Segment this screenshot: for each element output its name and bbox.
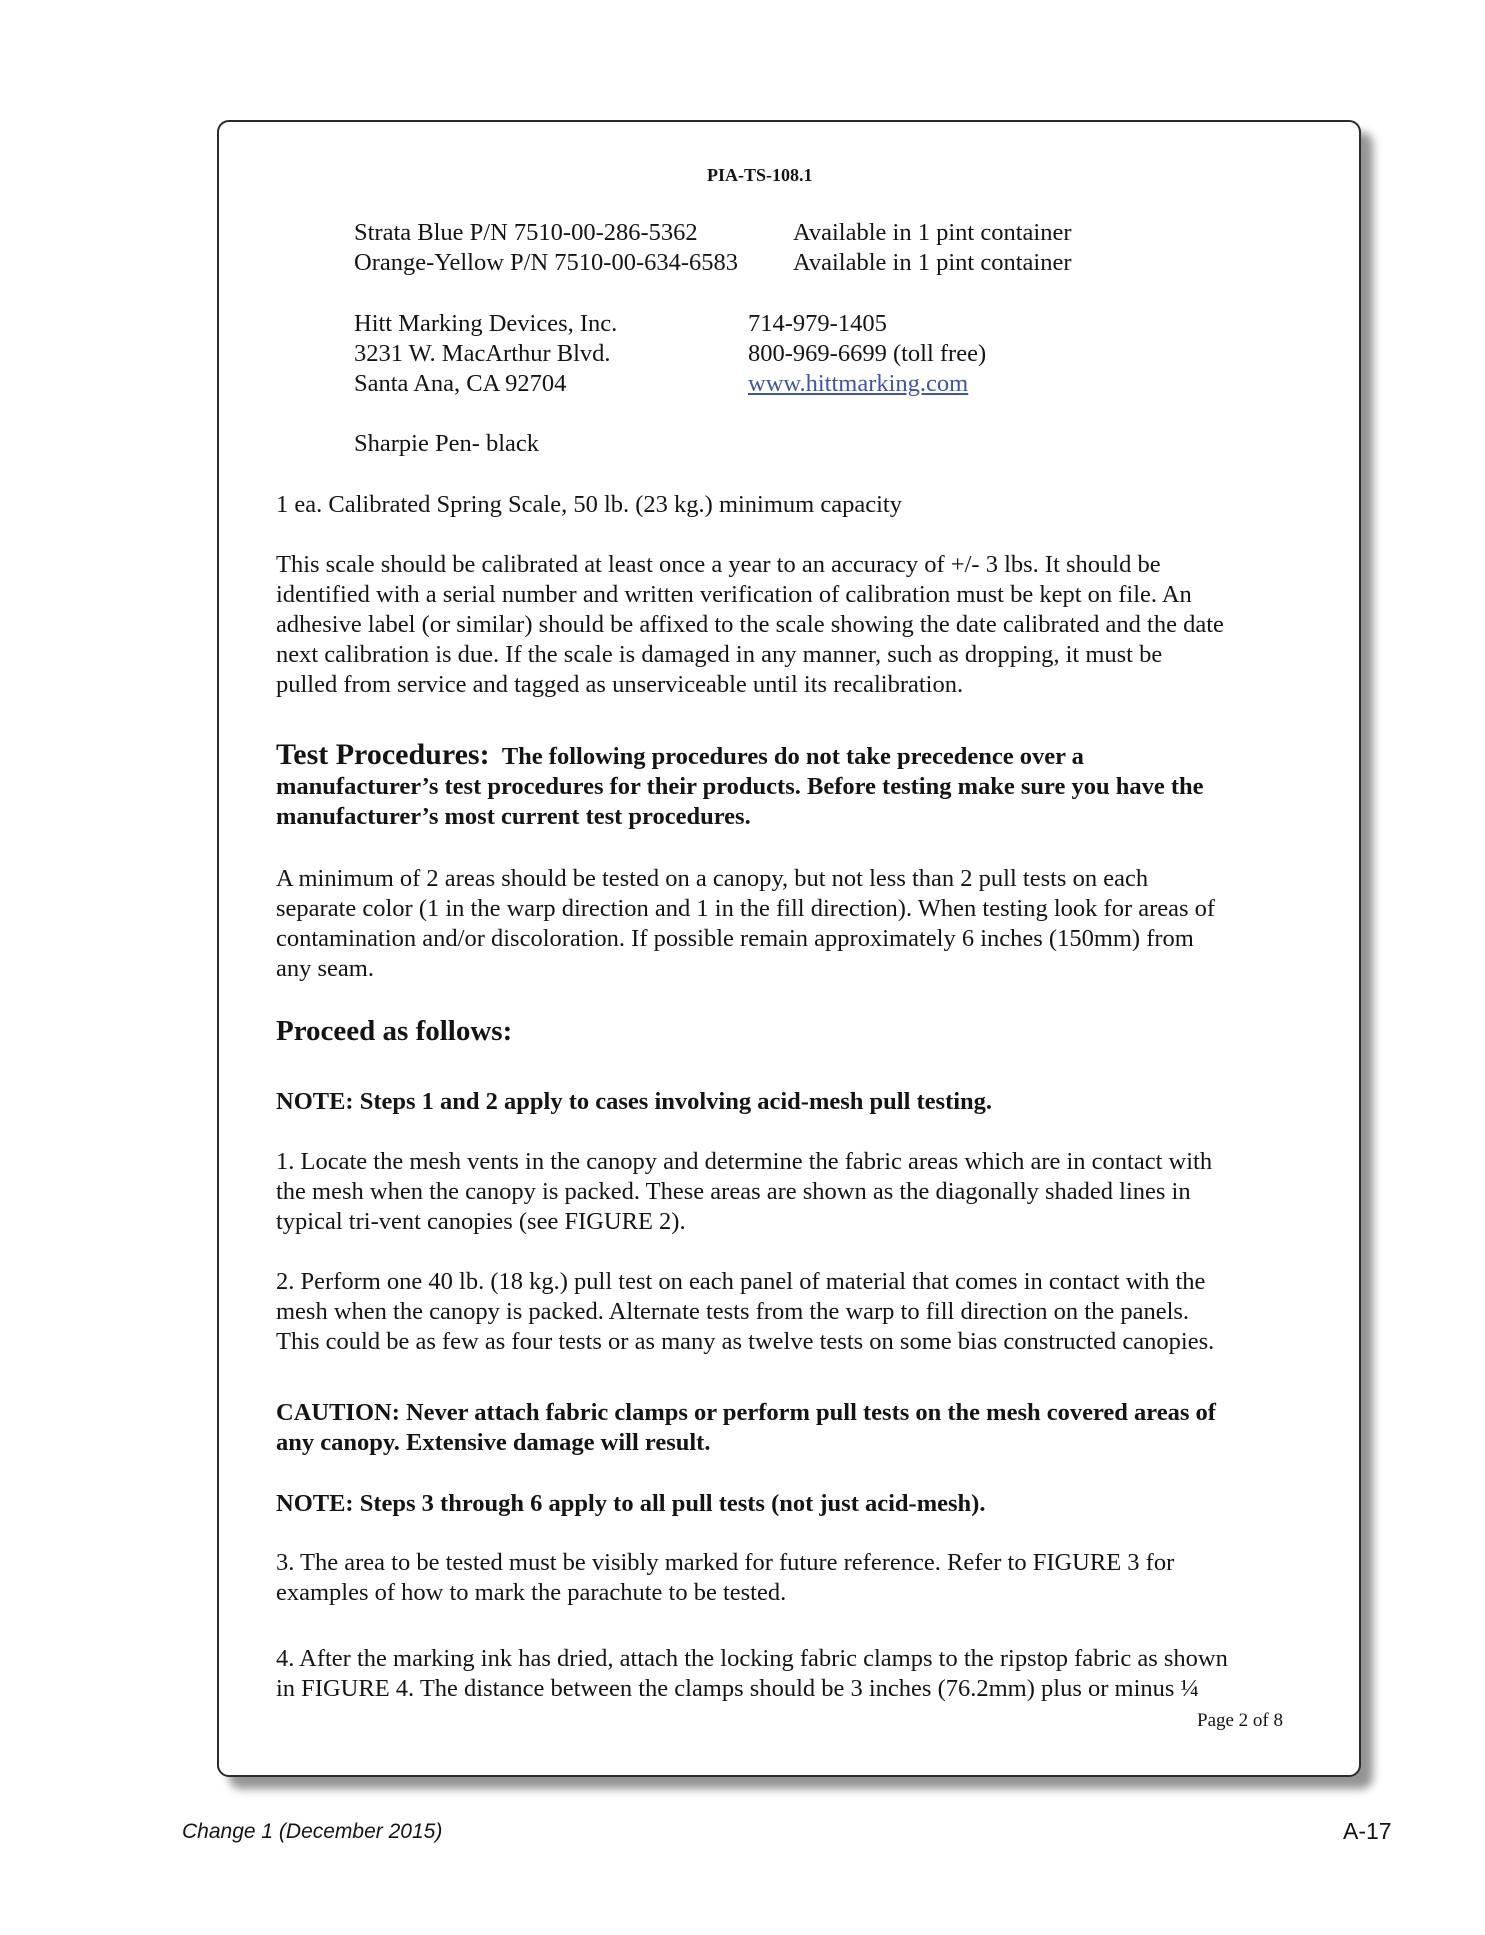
paint-item-orange-yellow: Orange-Yellow P/N 7510-00-634-6583: [354, 249, 739, 276]
supplier-website-link[interactable]: www.hittmarking.com: [748, 370, 969, 397]
step-1: [276, 1147, 1316, 1237]
scale-line-4: next calibration is due. If the scale is damaged in any manner, such as dropping, it must be: [276, 641, 1163, 668]
scale-line-1: This scale should be calibrated at least once a year to an accuracy of +/- 3 lbs. It should be: [276, 551, 1161, 578]
step-3: [276, 1548, 1316, 1608]
note-steps-3-6: NOTE: Steps 3 through 6 apply to all pull tests (not just acid-mesh).: [276, 1490, 986, 1517]
page-number: Page 2 of 8: [1197, 1710, 1284, 1731]
test-procedures-line-3: manufacturer’s most current test procedures.: [276, 803, 751, 830]
areas-line-3: contamination and/or discoloration. If possible remain approximately 6 inches (150mm) from: [276, 925, 1194, 952]
scale-paragraph: [276, 550, 1316, 700]
supplier-phone: 714-979-1405: [748, 310, 887, 337]
scale-line-5: pulled from service and tagged as unserviceable until its recalibration.: [276, 671, 964, 698]
paint-availability-orange-yellow: Available in 1 pint container: [793, 249, 1072, 276]
supplier-street: 3231 W. MacArthur Blvd.: [354, 340, 611, 367]
supplier-city: Santa Ana, CA 92704: [354, 370, 567, 397]
proceed-heading: Proceed as follows:: [276, 1015, 513, 1047]
scale-item: 1 ea. Calibrated Spring Scale, 50 lb. (23 kg.) minimum capacity: [276, 491, 902, 518]
step-4: [276, 1644, 1316, 1704]
scale-line-3: adhesive label (or similar) should be affixed to the scale showing the date calibrated and the date: [276, 611, 1224, 638]
note-steps-1-2: NOTE: Steps 1 and 2 apply to cases involving acid-mesh pull testing.: [276, 1088, 993, 1115]
step-1-line-2: the mesh when the canopy is packed. These areas are shown as the diagonally shaded lines in: [276, 1178, 1191, 1205]
areas-line-4: any seam.: [276, 955, 374, 982]
scale-line-2: identified with a serial number and written verification of calibration must be kept on file. An: [276, 581, 1192, 608]
footer-page-ref: A-17: [1343, 1818, 1392, 1844]
step-4-line-2: in FIGURE 4. The distance between the clamps should be 3 inches (76.2mm) plus or minus ¼: [276, 1675, 1199, 1702]
caution-line-1: CAUTION: Never attach fabric clamps or perform pull tests on the mesh covered areas of: [276, 1399, 1216, 1426]
footer-change-note: Change 1 (December 2015): [182, 1820, 443, 1843]
document-id: PIA-TS-108.1: [707, 165, 813, 185]
areas-line-2: separate color (1 in the warp direction and 1 in the fill direction). When testing look for areas of: [276, 895, 1216, 922]
step-1-line-3: typical tri-vent canopies (see FIGURE 2).: [276, 1208, 686, 1235]
test-procedures-line-1: The following procedures do not take precedence over a: [501, 743, 1084, 770]
step-3-line-1: 3. The area to be tested must be visibly marked for future reference. Refer to FIGURE 3 for: [276, 1549, 1175, 1576]
step-2-line-1: 2. Perform one 40 lb. (18 kg.) pull test on each panel of material that comes in contact with the: [276, 1268, 1206, 1295]
step-2-line-2: mesh when the canopy is packed. Alternate tests from the warp to fill direction on the panels.: [276, 1298, 1190, 1325]
pen-item: Sharpie Pen- black: [354, 430, 540, 457]
test-procedures-section: [276, 740, 1316, 832]
step-2: [276, 1267, 1316, 1357]
caution-line-2: any canopy. Extensive damage will result.: [276, 1429, 711, 1456]
caution-block: [276, 1398, 1316, 1458]
test-procedures-heading: Test Procedures:: [276, 738, 490, 771]
step-1-line-1: 1. Locate the mesh vents in the canopy and determine the fabric areas which are in contact with: [276, 1148, 1213, 1175]
step-2-line-3: This could be as few as four tests or as many as twelve tests on some bias constructed canopies.: [276, 1328, 1215, 1355]
step-3-line-2: examples of how to mark the parachute to be tested.: [276, 1579, 787, 1606]
test-procedures-line-2: manufacturer’s test procedures for their products. Before testing make sure you have the: [276, 773, 1204, 800]
areas-line-1: A minimum of 2 areas should be tested on a canopy, but not less than 2 pull tests on each: [276, 865, 1149, 892]
step-4-line-1: 4. After the marking ink has dried, attach the locking fabric clamps to the ripstop fabric as shown: [276, 1645, 1228, 1672]
supplier-name: Hitt Marking Devices, Inc.: [354, 310, 618, 337]
supplier-toll-free: 800-969-6699 (toll free): [748, 340, 987, 367]
areas-paragraph: [276, 864, 1316, 984]
paint-item-strata-blue: Strata Blue P/N 7510-00-286-5362: [354, 219, 698, 246]
paint-availability-strata-blue: Available in 1 pint container: [793, 219, 1072, 246]
